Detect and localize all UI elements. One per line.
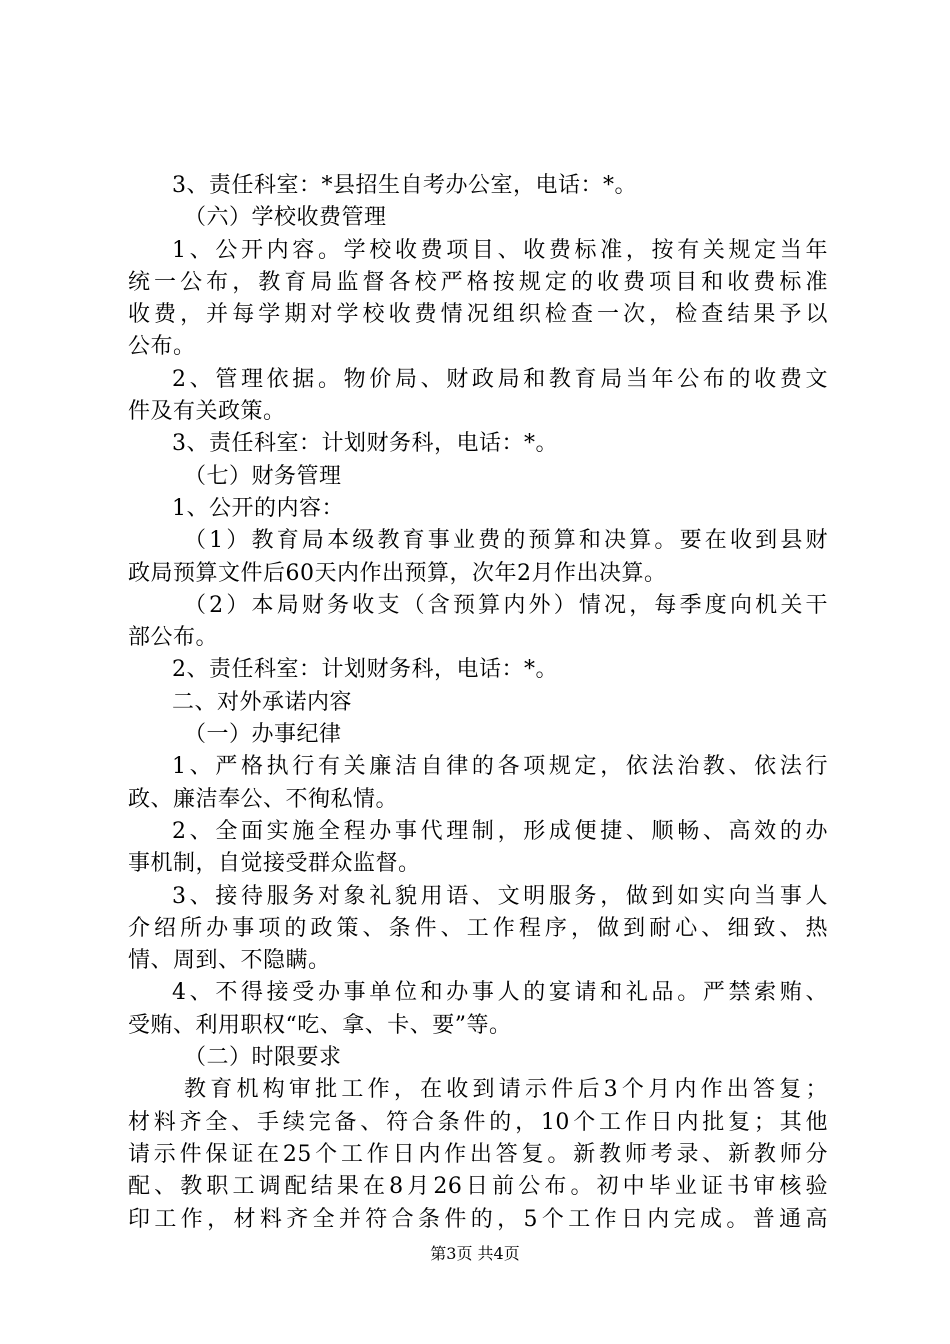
text-line: （2）本局财务收支（含预算内外）情况，每季度向机关干 — [184, 592, 828, 618]
text-line: 教育机构审批工作，在收到请示件后3个月内作出答复； — [184, 1077, 828, 1103]
page-footer: 第3页 共4页 — [430, 1244, 520, 1263]
text-line: 公布。 — [128, 334, 196, 360]
text-line: 政局预算文件后60天内作出预算，次年2月作出决算。 — [128, 560, 667, 586]
document-body — [128, 170, 828, 1236]
text-line: 1、公开内容。学校收费项目、收费标准，按有关规定当年 — [172, 237, 828, 263]
text-line: 2、责任科室：计划财务科，电话：*。 — [172, 657, 558, 683]
text-line: 二、对外承诺内容 — [172, 689, 353, 715]
text-line: 1、严格执行有关廉洁自律的各项规定，依法治教、依法行 — [172, 754, 828, 780]
text-line: 3、接待服务对象礼貌用语、文明服务，做到如实向当事人 — [172, 883, 828, 909]
text-line: 受贿、利用职权“吃、拿、卡、要”等。 — [128, 1012, 512, 1038]
text-line: （一）办事纪律 — [184, 722, 342, 748]
text-line: （六）学校收费管理 — [184, 205, 387, 231]
text-line: 请示件保证在25个工作日内作出答复。新教师考录、新教师分 — [128, 1141, 828, 1167]
text-line: 情、周到、不隐瞒。 — [128, 948, 331, 974]
text-line: 收费，并每学期对学校收费情况组织检查一次，检查结果予以 — [128, 302, 828, 328]
text-line: 统一公布，教育局监督各校严格按规定的收费项目和收费标准 — [128, 269, 828, 295]
text-line: 事机制，自觉接受群众监督。 — [128, 851, 421, 877]
text-line: （二）时限要求 — [184, 1045, 342, 1071]
text-line: 3、责任科室：*县招生自考办公室，电话：*。 — [172, 173, 637, 198]
text-line: 印工作，材料齐全并符合条件的，5个工作日内完成。普通高 — [128, 1206, 828, 1232]
text-line: 材料齐全、手续完备、符合条件的，10个工作日内批复；其他 — [128, 1109, 828, 1135]
text-line: 2、管理依据。物价局、财政局和教育局当年公布的收费文 — [172, 366, 828, 392]
text-line: 1、公开的内容： — [172, 495, 344, 521]
text-line: 政、廉洁奉公、不徇私情。 — [128, 786, 399, 812]
text-line: （1）教育局本级教育事业费的预算和决算。要在收到县财 — [184, 528, 828, 554]
text-line: 配、教职工调配结果在8月26日前公布。初中毕业证书审核验 — [128, 1174, 828, 1200]
text-line: 4、不得接受办事单位和办事人的宴请和礼品。严禁索贿、 — [172, 980, 828, 1006]
text-line: （七）财务管理 — [184, 463, 342, 489]
text-line: 部公布。 — [128, 625, 219, 651]
text-line: 介绍所办事项的政策、条件、工作程序，做到耐心、细致、热 — [128, 915, 828, 941]
text-line: 件及有关政策。 — [128, 399, 286, 425]
text-line: 2、全面实施全程办事代理制，形成便捷、顺畅、高效的办 — [172, 818, 828, 844]
text-line: 3、责任科室：计划财务科，电话：*。 — [172, 431, 558, 457]
